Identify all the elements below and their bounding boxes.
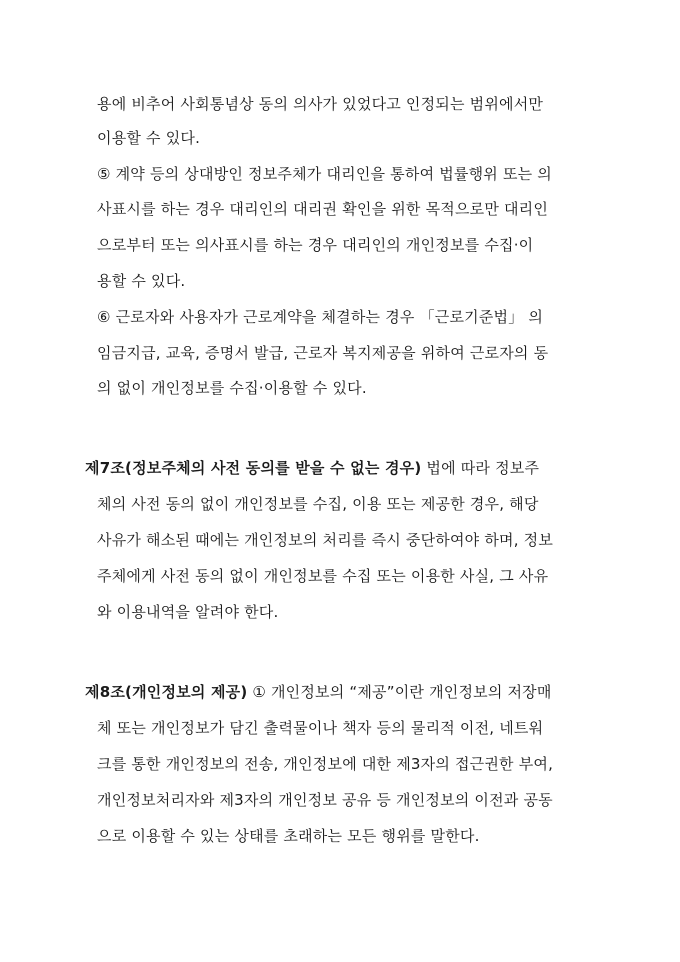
text-line: 용에 비추어 사회통념상 동의 의사가 있었다고 인정되는 범위에서만 bbox=[97, 95, 544, 113]
text-line: 개인정보처리자와 제3자의 개인정보 공유 등 개인정보의 이전과 공동 bbox=[97, 791, 553, 809]
article-7-first-line bbox=[85, 458, 539, 478]
text-line: 크를 통한 개인정보의 전송, 개인정보에 대한 제3자의 접근권한 부여, bbox=[97, 755, 554, 773]
article-8-heading: 제8조(개인정보의 제공) bbox=[85, 683, 248, 701]
text-line: 사표시를 하는 경우 대리인의 대리권 확인을 위한 목적으로만 대리인 bbox=[97, 200, 549, 218]
text-line: 이용할 수 있다. bbox=[97, 129, 201, 147]
text-line: 사유가 해소된 때에는 개인정보의 처리를 즉시 중단하여야 하며, 정보 bbox=[97, 531, 554, 549]
text-line: 주체에게 사전 동의 없이 개인정보를 수집 또는 이용한 사실, 그 사유 bbox=[97, 567, 549, 585]
text-line: 용할 수 있다. bbox=[97, 272, 186, 290]
text-line: 체의 사전 동의 없이 개인정보를 수집, 이용 또는 제공한 경우, 해당 bbox=[97, 495, 539, 513]
text-line: ⑥ 근로자와 사용자가 근로계약을 체결하는 경우 「근로기준법」 의 bbox=[97, 308, 544, 326]
article-7-body-start: 법에 따라 정보주 bbox=[421, 459, 540, 477]
article-8-first-line bbox=[85, 682, 552, 702]
text-line: 체 또는 개인정보가 담긴 출력물이나 책자 등의 물리적 이전, 네트워 bbox=[97, 719, 544, 737]
text-line: 임금지급, 교육, 증명서 발급, 근로자 복지제공을 위하여 근로자의 동 bbox=[97, 344, 549, 362]
article-7-heading: 제7조(정보주체의 사전 동의를 받을 수 없는 경우) bbox=[85, 459, 422, 477]
text-line: 와 이용내역을 알려야 한다. bbox=[97, 603, 279, 621]
text-line: 으로부터 또는 의사표시를 하는 경우 대리인의 개인정보를 수집·이 bbox=[97, 236, 534, 254]
text-line: 으로 이용할 수 있는 상태를 초래하는 모든 행위를 말한다. bbox=[97, 827, 480, 845]
text-line: ⑤ 계약 등의 상대방인 정보주체가 대리인을 통하여 법률행위 또는 의 bbox=[97, 165, 552, 183]
text-line: 의 없이 개인정보를 수집·이용할 수 있다. bbox=[97, 379, 367, 397]
article-8-body-start: ① 개인정보의 “제공”이란 개인정보의 저장매 bbox=[247, 683, 552, 701]
